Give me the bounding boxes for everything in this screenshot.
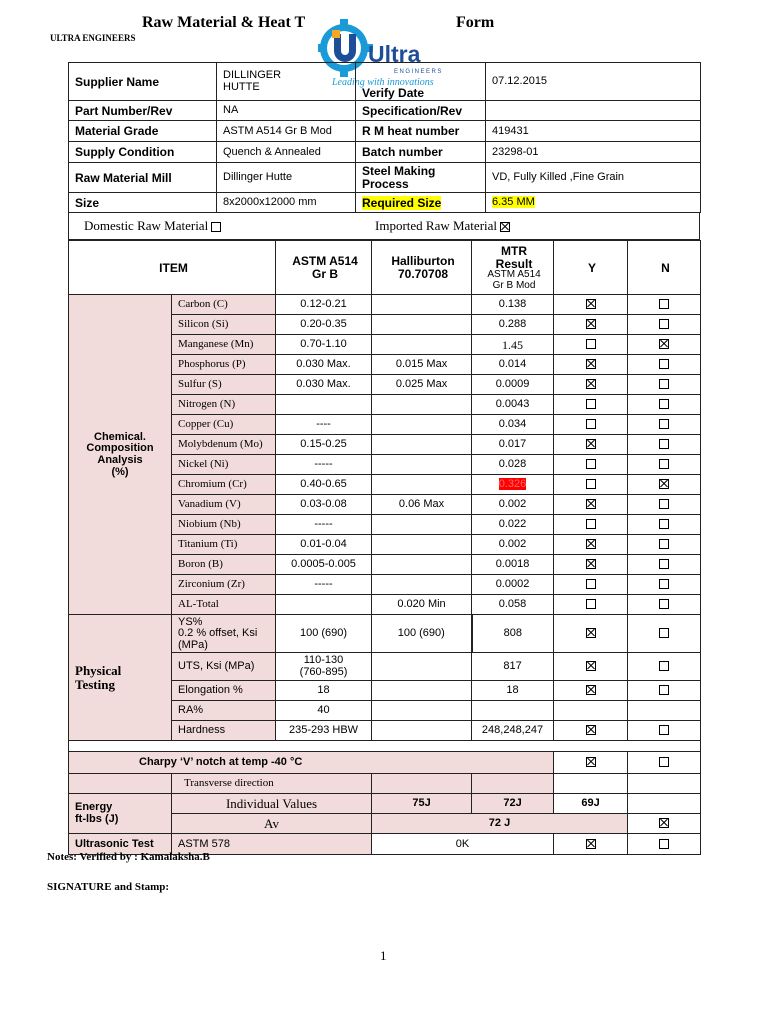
yes-checkbox[interactable] (586, 599, 596, 609)
origin-row (68, 212, 700, 240)
yes-header: Y (554, 241, 628, 295)
yes-checkbox[interactable] (586, 839, 596, 849)
header-table (68, 62, 701, 213)
chemical-row (69, 295, 701, 315)
yes-checkbox-cell (554, 395, 628, 415)
size-label: Size (69, 193, 217, 213)
no-checkbox-cell (628, 555, 701, 575)
mtr-value: 0.0043 (472, 395, 554, 415)
yes-checkbox-cell (554, 315, 628, 335)
mtr-value: 0.028 (472, 455, 554, 475)
yes-checkbox-cell (554, 515, 628, 535)
astm-value: 0.01-0.04 (276, 535, 372, 555)
yes-checkbox[interactable] (586, 579, 596, 589)
yes-checkbox[interactable] (586, 299, 596, 309)
required-size-value: 6.35 MM (486, 193, 701, 213)
domestic-origin: Domestic Raw Material (84, 218, 221, 234)
ys-astm: 100 (690) (276, 615, 372, 653)
yes-checkbox-cell (554, 555, 628, 575)
no-checkbox-cell (628, 535, 701, 555)
yes-checkbox-cell (554, 455, 628, 475)
no-checkbox[interactable] (659, 479, 669, 489)
element-name: Niobium (Nb) (172, 515, 276, 535)
no-checkbox-cell (628, 615, 701, 653)
imported-checkbox[interactable] (500, 222, 510, 232)
astm-value: 0.15-0.25 (276, 435, 372, 455)
no-checkbox-cell (628, 315, 701, 335)
no-checkbox-cell (628, 515, 701, 535)
logo-sub: ENGINEERS (394, 69, 443, 75)
no-checkbox[interactable] (659, 359, 669, 369)
yes-checkbox[interactable] (586, 519, 596, 529)
raw-material-mill-value: Dillinger Hutte (217, 163, 356, 193)
element-name: Copper (Cu) (172, 415, 276, 435)
no-checkbox-cell (628, 495, 701, 515)
element-name: Chromium (Cr) (172, 475, 276, 495)
no-checkbox-cell (628, 435, 701, 455)
mtr-value (472, 475, 554, 495)
yes-checkbox-cell (554, 495, 628, 515)
astm-value: ---- (276, 415, 372, 435)
page-number: 1 (380, 948, 387, 963)
halliburton-value: 0.020 Min (372, 595, 472, 615)
mtr-value: 0.0009 (472, 375, 554, 395)
transverse-direction: Transverse direction (172, 774, 372, 794)
yes-checkbox[interactable] (659, 818, 669, 828)
no-checkbox[interactable] (659, 299, 669, 309)
astm-value: 0.030 Max. (276, 375, 372, 395)
halliburton-value (372, 435, 472, 455)
size-value: 8x2000x12000 mm (217, 193, 356, 213)
halliburton-value (372, 295, 472, 315)
steel-making-value: VD, Fully Killed ,Fine Grain (486, 163, 701, 193)
astm-value: 0.70-1.10 (276, 335, 372, 355)
yes-checkbox-cell (554, 615, 628, 653)
no-checkbox-cell (628, 475, 701, 495)
halliburton-value (372, 455, 472, 475)
mtr-flagged-value: 0.326 (498, 478, 527, 491)
astm-value: 0.03-0.08 (276, 495, 372, 515)
halliburton-value (372, 535, 472, 555)
part-number-label: Part Number/Rev (69, 101, 217, 121)
hardness-halliburton (372, 721, 472, 741)
mtr-value: 0.288 (472, 315, 554, 335)
astm-value: 0.40-0.65 (276, 475, 372, 495)
no-checkbox-cell (628, 295, 701, 315)
yes-checkbox-cell (554, 595, 628, 615)
logo-name: Ultra (368, 41, 421, 67)
yes-checkbox[interactable] (586, 685, 596, 695)
heat-number-value: 419431 (486, 121, 701, 142)
no-checkbox[interactable] (659, 579, 669, 589)
batch-number-value: 23298-01 (486, 142, 701, 163)
yes-checkbox[interactable] (586, 499, 596, 509)
no-checkbox-cell (628, 455, 701, 475)
no-checkbox-cell (628, 355, 701, 375)
yes-checkbox[interactable] (586, 479, 596, 489)
required-size-label: Required Size (356, 193, 486, 213)
element-name: Phosphorus (P) (172, 355, 276, 375)
ra-label: RA% (172, 701, 276, 721)
yes-checkbox[interactable] (586, 725, 596, 735)
elongation-label: Elongation % (172, 681, 276, 701)
hardness-label: Hardness (172, 721, 276, 741)
mtr-value: 0.0002 (472, 575, 554, 595)
no-checkbox-cell (628, 721, 701, 741)
element-name: Titanium (Ti) (172, 535, 276, 555)
element-name: AL-Total (172, 595, 276, 615)
no-checkbox-cell (628, 595, 701, 615)
halliburton-value (372, 395, 472, 415)
element-name: Sulfur (S) (172, 375, 276, 395)
uts-mtr: 817 (472, 653, 554, 681)
yes-checkbox-cell (554, 575, 628, 595)
yes-checkbox[interactable] (586, 439, 596, 449)
imported-origin: Imported Raw Material (375, 218, 510, 234)
hardness-astm: 235-293 HBW (276, 721, 372, 741)
mtr-value: 0.002 (472, 495, 554, 515)
yes-checkbox-cell (554, 752, 628, 774)
ra-mtr (472, 701, 554, 721)
element-name: Vanadium (V) (172, 495, 276, 515)
ys-mtr: 808 (472, 615, 554, 653)
inspection-table (68, 240, 701, 855)
raw-material-mill-label: Raw Material Mill (69, 163, 217, 193)
no-checkbox[interactable] (659, 661, 669, 671)
charpy-title: Charpy ‘V’ notch at temp -40 °C (69, 752, 554, 774)
yes-checkbox[interactable] (586, 339, 596, 349)
mtr-value: 0.034 (472, 415, 554, 435)
mtr-value: 0.138 (472, 295, 554, 315)
verify-date-label: Verify Date (356, 63, 486, 101)
average-label: Av (172, 814, 372, 834)
no-checkbox-cell (628, 375, 701, 395)
element-name: Manganese (Mn) (172, 335, 276, 355)
element-name: Zirconium (Zr) (172, 575, 276, 595)
no-checkbox[interactable] (659, 559, 669, 569)
ys-halliburton: 100 (690) (372, 615, 472, 653)
astm-value: 0.0005-0.005 (276, 555, 372, 575)
element-name: Nickel (Ni) (172, 455, 276, 475)
yes-checkbox-cell (554, 335, 628, 355)
no-checkbox[interactable] (659, 419, 669, 429)
energy-label: Energy ft-lbs (J) (69, 794, 172, 834)
halliburton-value: 0.015 Max (372, 355, 472, 375)
mtr-value: 0.058 (472, 595, 554, 615)
astm-value: 0.030 Max. (276, 355, 372, 375)
yes-checkbox-cell (554, 834, 628, 855)
no-checkbox[interactable] (659, 319, 669, 329)
uts-halliburton (372, 653, 472, 681)
charpy-value-3: 69J (554, 794, 628, 814)
mtr-value: 0.022 (472, 515, 554, 535)
element-name: Molybdenum (Mo) (172, 435, 276, 455)
company-name: ULTRA ENGINEERS (50, 33, 136, 43)
yes-checkbox-cell (554, 721, 628, 741)
ra-astm: 40 (276, 701, 372, 721)
no-checkbox-cell (628, 681, 701, 701)
ultrasonic-result: 0K (372, 834, 554, 855)
elongation-astm: 18 (276, 681, 372, 701)
astm-value: ----- (276, 575, 372, 595)
verify-date-value: 07.12.2015 (486, 63, 701, 101)
hardness-mtr: 248,248,247 (472, 721, 554, 741)
no-checkbox[interactable] (659, 685, 669, 695)
mtr-header: MTR Result ASTM A514 Gr B Mod (472, 241, 554, 295)
halliburton-header: Halliburton 70.70708 (372, 241, 472, 295)
title-right: Form (456, 14, 495, 31)
yes-checkbox[interactable] (586, 661, 596, 671)
logo-tagline: Leading with innovations (332, 77, 434, 88)
yes-checkbox-cell (554, 681, 628, 701)
astm-value: 0.12-0.21 (276, 295, 372, 315)
no-checkbox[interactable] (659, 439, 669, 449)
title-left: Raw Material & Heat T (142, 14, 306, 31)
yes-checkbox[interactable] (586, 539, 596, 549)
notes-text: Notes: Verified by : Kamalaksha.B (47, 851, 210, 863)
yes-checkbox[interactable] (586, 459, 596, 469)
mtr-value: 0.0018 (472, 555, 554, 575)
mtr-value: 0.014 (472, 355, 554, 375)
chemical-label: Chemical. Composition Analysis (%) (69, 295, 172, 615)
astm-value (276, 395, 372, 415)
no-checkbox[interactable] (659, 459, 669, 469)
domestic-checkbox[interactable] (211, 222, 221, 232)
supply-condition-label: Supply Condition (69, 142, 217, 163)
no-checkbox[interactable] (659, 839, 669, 849)
form-title (142, 14, 495, 32)
yes-checkbox[interactable] (586, 399, 596, 409)
spec-value (486, 101, 701, 121)
element-name: Nitrogen (N) (172, 395, 276, 415)
supply-condition-value: Quench & Annealed (217, 142, 356, 163)
mtr-value: 0.017 (472, 435, 554, 455)
item-header: ITEM (69, 241, 276, 295)
elongation-halliburton (372, 681, 472, 701)
ultrasonic-standard: ASTM 578 (172, 834, 372, 855)
supplier-value: DILLINGER HUTTE (217, 63, 356, 101)
halliburton-value (372, 515, 472, 535)
no-checkbox[interactable] (659, 539, 669, 549)
yes-checkbox[interactable] (586, 628, 596, 638)
element-name: Boron (B) (172, 555, 276, 575)
halliburton-value: 0.06 Max (372, 495, 472, 515)
no-checkbox-cell (628, 415, 701, 435)
no-checkbox[interactable] (659, 725, 669, 735)
yes-checkbox-cell (554, 355, 628, 375)
no-checkbox-cell (628, 834, 701, 855)
elongation-mtr: 18 (472, 681, 554, 701)
no-checkbox[interactable] (659, 628, 669, 638)
material-grade-label: Material Grade (69, 121, 217, 142)
charpy-value-1: 75J (372, 794, 472, 814)
uts-astm: 110-130 (760-895) (276, 653, 372, 681)
spec-label: Specification/Rev (356, 101, 486, 121)
no-checkbox-cell (628, 335, 701, 355)
astm-value: 0.20-0.35 (276, 315, 372, 335)
element-name: Carbon (C) (172, 295, 276, 315)
no-checkbox[interactable] (659, 757, 669, 767)
halliburton-value (372, 335, 472, 355)
ra-halliburton (372, 701, 472, 721)
yes-checkbox-cell (554, 295, 628, 315)
no-checkbox-cell (628, 752, 701, 774)
uts-label: UTS, Ksi (MPa) (172, 653, 276, 681)
no-header: N (628, 241, 701, 295)
no-checkbox[interactable] (659, 519, 669, 529)
heat-number-label: R M heat number (356, 121, 486, 142)
yes-checkbox-cell (554, 375, 628, 395)
material-grade-value: ASTM A514 Gr B Mod (217, 121, 356, 142)
astm-header: ASTM A514 Gr B (276, 241, 372, 295)
halliburton-value (372, 415, 472, 435)
no-checkbox-cell (628, 575, 701, 595)
halliburton-value (372, 315, 472, 335)
physical-label: Physical Testing (69, 615, 172, 741)
yes-checkbox-cell (554, 415, 628, 435)
no-checkbox[interactable] (659, 399, 669, 409)
individual-values-label: Individual Values (172, 794, 372, 814)
astm-value: ----- (276, 515, 372, 535)
yes-checkbox-cell (554, 653, 628, 681)
yes-checkbox[interactable] (586, 757, 596, 767)
no-checkbox-cell (628, 653, 701, 681)
mtr-value: 1.45 (472, 335, 554, 355)
average-value: 72 J (372, 814, 628, 834)
steel-making-label: Steel Making Process (356, 163, 486, 193)
part-number-value: NA (217, 101, 356, 121)
batch-number-label: Batch number (356, 142, 486, 163)
yes-checkbox[interactable] (586, 319, 596, 329)
yes-checkbox[interactable] (586, 419, 596, 429)
mtr-value: 0.002 (472, 535, 554, 555)
halliburton-value (372, 575, 472, 595)
astm-value: ----- (276, 455, 372, 475)
no-checkbox[interactable] (659, 339, 669, 349)
charpy-value-2: 72J (472, 794, 554, 814)
yes-checkbox-cell (628, 814, 701, 834)
no-checkbox[interactable] (659, 599, 669, 609)
yes-checkbox[interactable] (586, 379, 596, 389)
ys-label: YS% 0.2 % offset, Ksi (MPa) (172, 615, 276, 653)
yes-checkbox[interactable] (586, 559, 596, 569)
ultrasonic-label: Ultrasonic Test (69, 834, 172, 855)
yes-checkbox-cell (554, 435, 628, 455)
astm-value (276, 595, 372, 615)
yes-checkbox-cell (554, 535, 628, 555)
element-name: Silicon (Si) (172, 315, 276, 335)
yes-checkbox[interactable] (586, 359, 596, 369)
yes-checkbox-cell (554, 475, 628, 495)
no-checkbox[interactable] (659, 379, 669, 389)
halliburton-value (372, 475, 472, 495)
halliburton-value: 0.025 Max (372, 375, 472, 395)
no-checkbox[interactable] (659, 499, 669, 509)
no-checkbox-cell (628, 395, 701, 415)
halliburton-value (372, 555, 472, 575)
signature-label: SIGNATURE and Stamp: (47, 881, 170, 893)
supplier-label: Supplier Name (69, 63, 217, 101)
